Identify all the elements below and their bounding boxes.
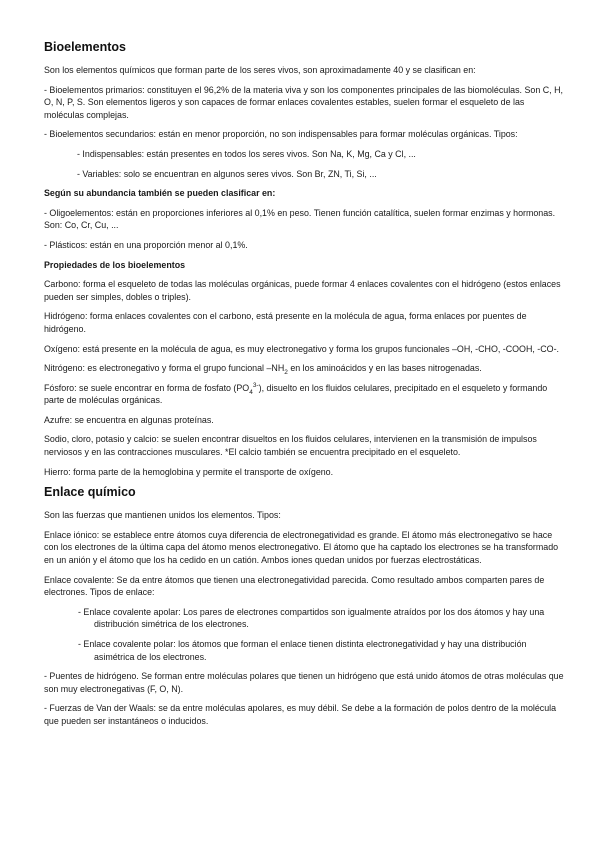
paragraph-azufre: Azufre: se encuentra en algunas proteínas. [44,414,214,425]
list-item-apolar: - Enlace covalente apolar: Los pares de electrones compartidos son igualmente atraídos por los dos átomos y hay una distribución simétrica de los electrones. [78,606,545,630]
list-item-variables: - Variables: solo se encuentran en algunos seres vivos. Son Br, ZN, Ti, Si, ... [77,168,377,179]
paragraph-oxigeno: Oxígeno: está presente en la molécula de agua, es muy electronegativo y forma los grupos funcionales –OH, -CHO, -COOH, -CO-. [44,343,559,354]
paragraph-intro: Son los elementos químicos que forman parte de los seres vivos, son aproximadamente 40 y se clasifican en: [44,65,476,75]
paragraph-covalente: Enlace covalente: Se da entre átomos que tienen una electronegatividad parecida. Como resultado ambos comparten pares de electrones. Tipos de enlace: [44,574,545,598]
nitrogeno-text-a: Nitrógeno: es electronegativo y forma el grupo funcional –NH [44,363,285,374]
section-title-bioelementos: Bioelementos [44,40,126,54]
fosforo-subscript: 4 [249,388,253,396]
fosforo-text-a: Fósforo: se suele encontrar en forma de fosfato (PO [44,382,250,393]
list-item-polar: - Enlace covalente polar: los átomos que forman el enlace tienen distinta electronegatividad y hay una distribución asimétrica de los electrones. [78,639,527,662]
paragraph-oligoelementos: - Oligoelementos: están en proporciones inferiores al 0,1% en peso. Tienen función catalítica, suelen formar enzimas y hormonas. Son: Co, Cr, Cu, ... [44,207,556,231]
paragraph-vanderwaals: - Fuerzas de Van der Waals: se da entre moléculas apolares, es muy débil. Se debe a la formación de polos dentro de la molécula que pueden ser instantáneos o inducidos. [44,703,557,726]
paragraph-puentes: - Puentes de hidrógeno. Se forman entre moléculas polares que tienen un hidrógeno que está unido átomos de otras moléculas que son muy electronegativas (F, O, N). [44,671,564,694]
section-title-enlace: Enlace químico [44,485,136,500]
paragraph-sodio: Sodio, cloro, potasio y calcio: se suelen encontrar disueltos en los fluidos celulares, intervienen en la transmisión de impulsos nerviosos y en las contracciones musculares. *El calcio también se encuentra precipitado en el esqueleto. [44,434,537,458]
nitrogeno-subscript: 2 [284,368,288,376]
nitrogeno-text-b: en los aminoácidos y en las bases nitrogenadas. [287,363,482,374]
paragraph-hierro: Hierro: forma parte de la hemoglobina y permite el transporte de oxígeno. [44,466,334,477]
paragraph-plasticos: - Plásticos: están en una proporción menor al 0,1%. [44,239,248,250]
subheading-abundancia: Según su abundancia también se pueden clasificar en: [44,188,276,199]
paragraph-enlace-intro: Son las fuerzas que mantienen unidos los elementos. Tipos: [44,510,281,521]
paragraph-carbono: Carbono: forma el esqueleto de todas las moléculas orgánicas, puede formar 4 enlaces covalentes con el hidrógeno (estos enlaces pueden ser simples, dobles o triples). [44,279,561,302]
fosforo-text-b: ), disuelto en los fluidos celulares, precipitado en el esqueleto y formando parte de moléculas orgánicas. [44,382,548,406]
subheading-propiedades: Propiedades de los bioelementos [44,259,186,270]
paragraph-nitrogeno [44,362,564,375]
paragraph-hidrogeno: Hidrógeno: forma enlaces covalentes con el carbono, está presente en la molécula de agua, forma enlaces por puentes de hidrógeno. [44,311,527,334]
paragraph-primarios: - Bioelementos primarios: constituyen el 96,2% de la materia viva y son los componentes principales de las biomoléculas. Son C, H, O, N, P, S. Son elementos ligeros y son capaces de formar enlaces covalentes estables, suelen formar el esqueleto de las moléculas complejas. [44,84,563,120]
paragraph-fosforo [44,382,564,407]
document-page [44,40,564,735]
list-item-indispensables: - Indispensables: están presentes en todos los seres vivos. Son Na, K, Mg, Ca y Cl, ... [77,148,416,159]
fosforo-superscript: 3- [252,381,259,389]
paragraph-secundarios: - Bioelementos secundarios: están en menor proporción, no son indispensables para formar moléculas orgánicas. Tipos: [44,129,518,140]
paragraph-ionico: Enlace iónico: se establece entre átomos cuya diferencia de electronegatividad es grande. El átomo más electronegativo se hace con los electrones de la última capa del átomo menos electronegativo. El átomo que ha captado los electrones se ha transformado en un anión y el átomo que los ha cedido en un catión. Ambos iones quedan unidos por fuerzas electrostáticas. [44,529,559,566]
